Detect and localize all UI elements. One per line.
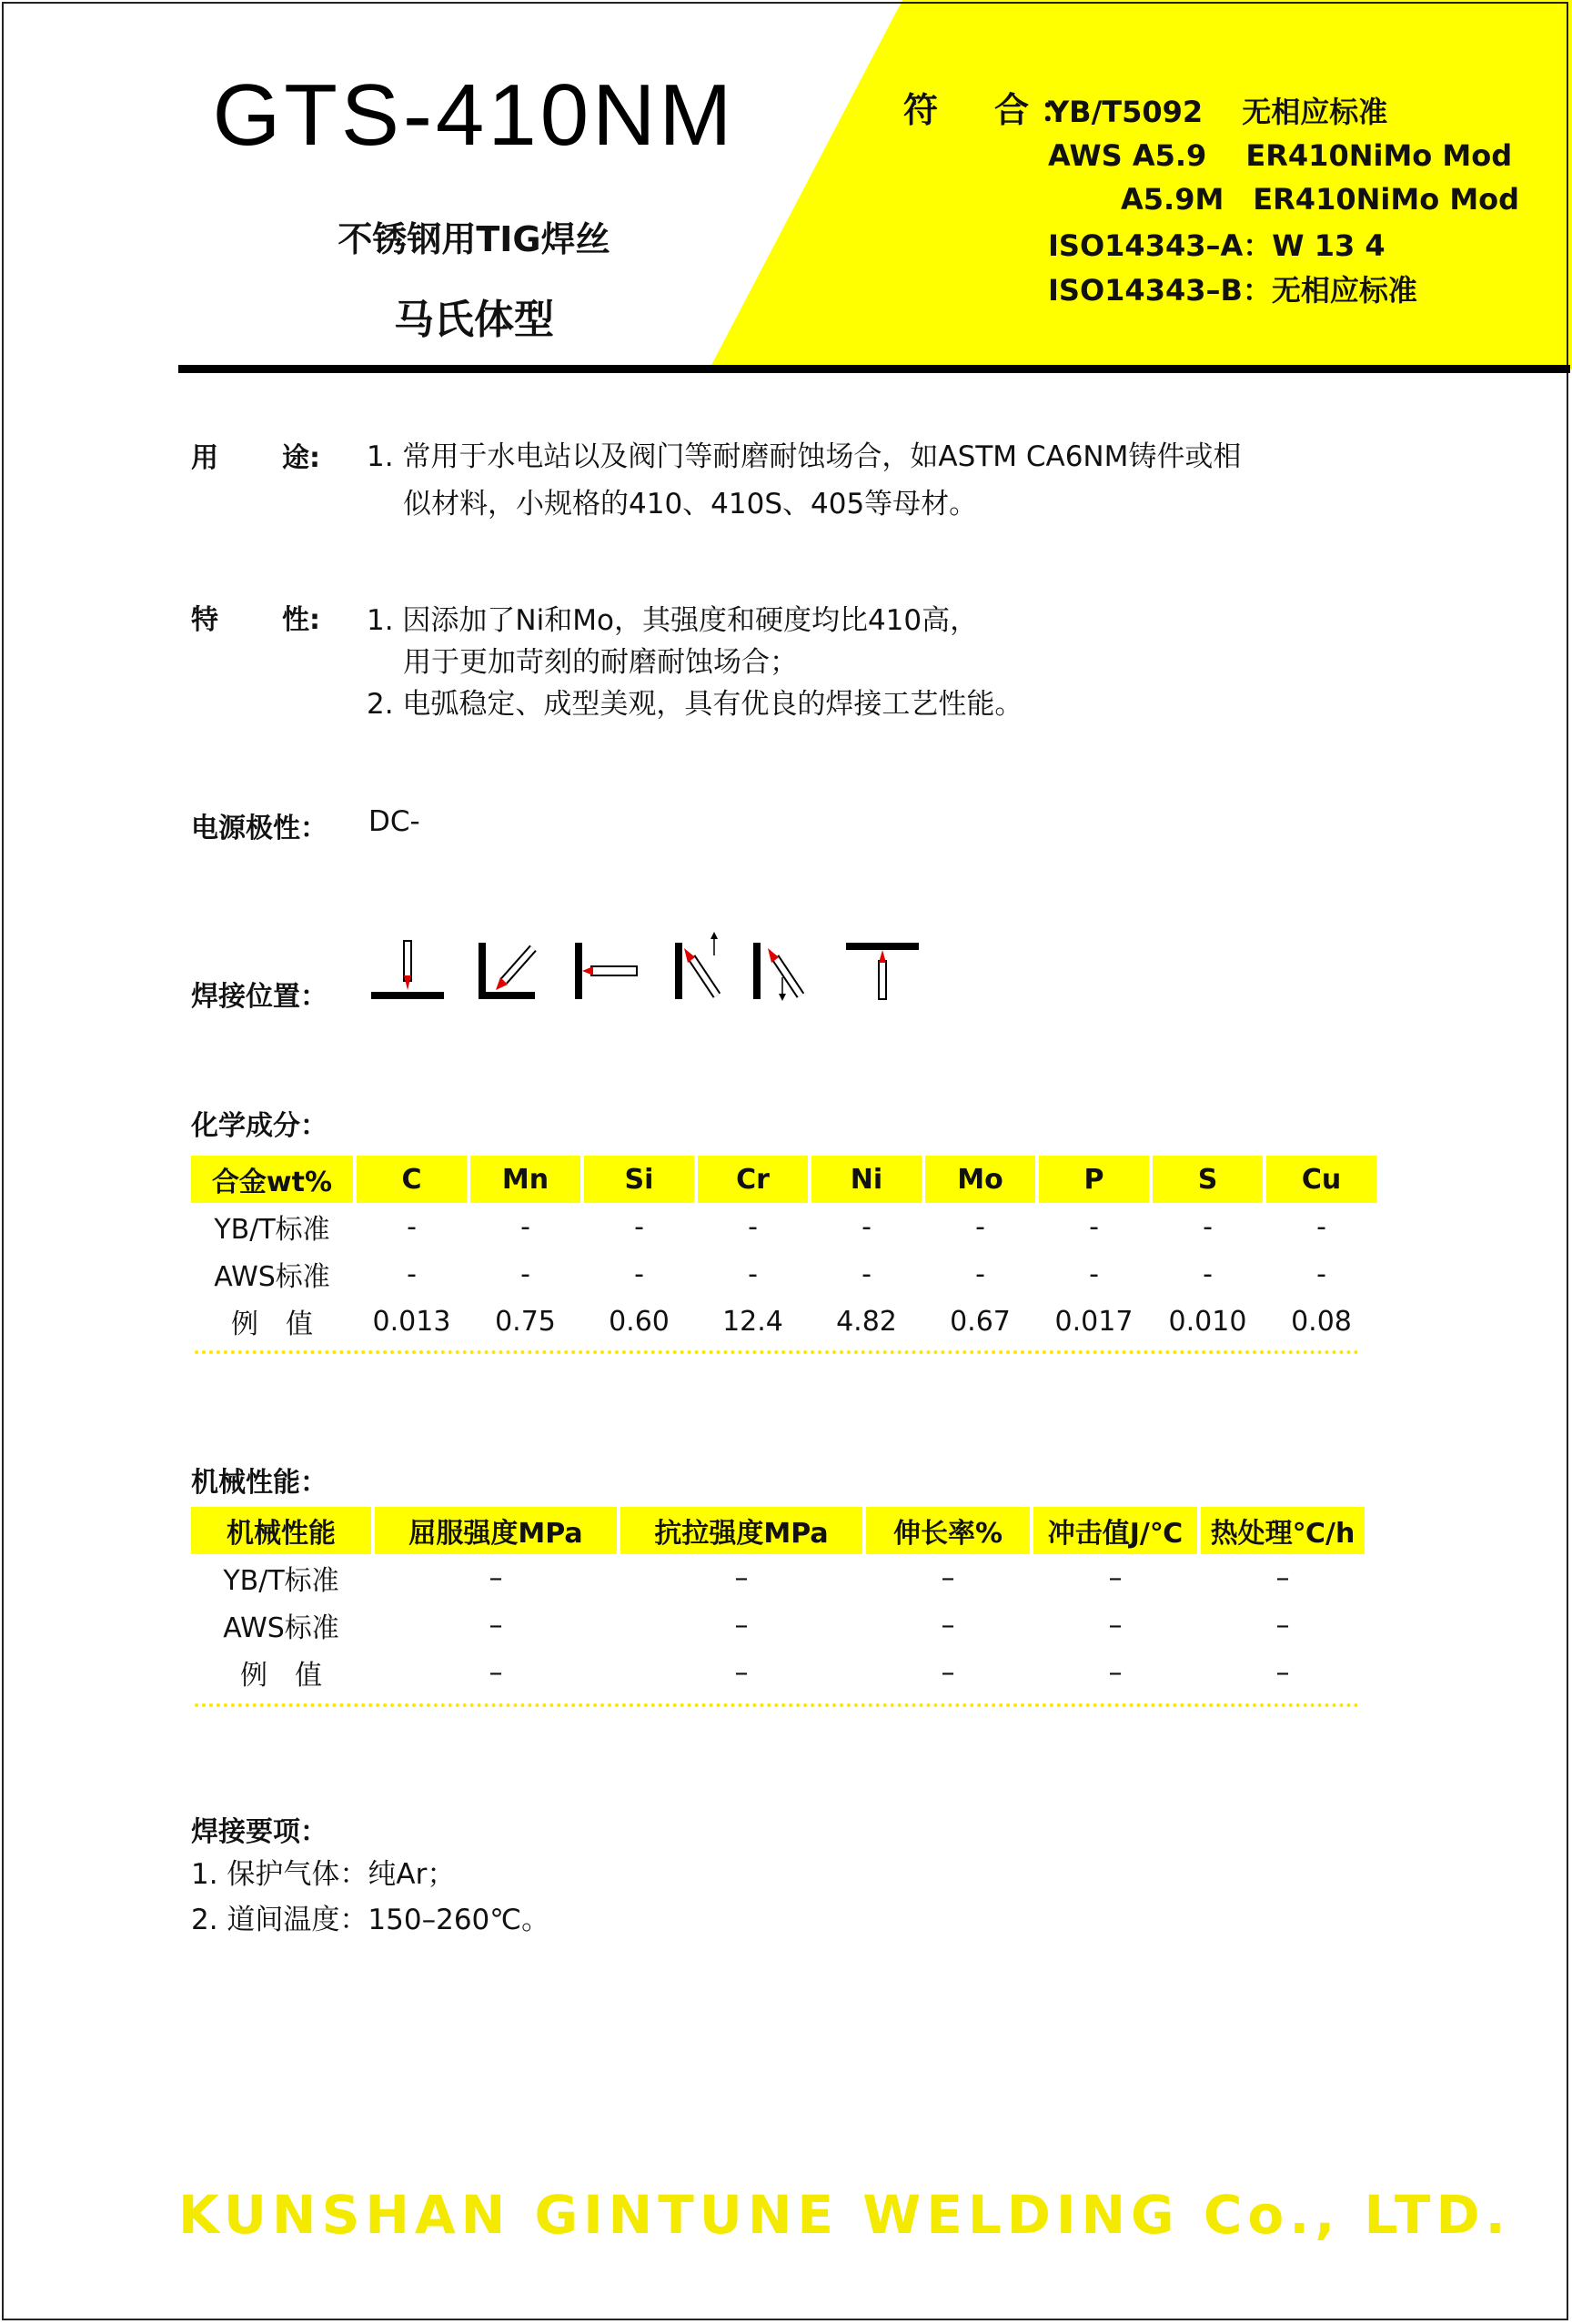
welding-note-item: 2. 道间温度：150–260℃。 — [191, 1904, 550, 1936]
horizontal-fillet-position-icon — [479, 943, 535, 999]
table-row — [191, 1250, 1376, 1298]
table-header-cell: Ni — [811, 1156, 922, 1203]
table-cell: 0.08 — [1291, 1305, 1352, 1338]
table-row — [191, 1602, 1365, 1649]
table-cell: - — [975, 1258, 985, 1290]
table-cell: - — [748, 1258, 758, 1290]
table-cell: - — [634, 1258, 644, 1290]
table-row — [191, 1298, 1376, 1345]
table-header-cell: P — [1039, 1156, 1149, 1203]
table-cell: – — [1108, 1609, 1123, 1642]
standard-line: ISO14343–A：W 13 4 — [1048, 228, 1386, 263]
table-header-cell: 冲击值J/℃ — [1033, 1507, 1197, 1554]
welding-note-item: 1. 保护气体：纯Ar； — [191, 1858, 456, 1891]
table-header-cell: 屈服强度MPa — [375, 1507, 617, 1554]
header-divider — [178, 365, 1570, 373]
polarity-value: DC- — [368, 805, 420, 838]
table-cell: – — [489, 1609, 503, 1642]
table-cell: - — [1089, 1258, 1099, 1290]
product-model: GTS-410NM — [212, 66, 736, 164]
table-cell: 4.82 — [836, 1305, 897, 1338]
table-cell: – — [1108, 1656, 1123, 1689]
standards-label: 符 合： — [903, 90, 1086, 130]
table-cell: - — [520, 1258, 530, 1290]
product-category: 马氏体型 — [394, 297, 554, 343]
table-cell: - — [1203, 1210, 1213, 1243]
table-cell: - — [634, 1210, 644, 1243]
mechanical-title: 机械性能： — [191, 1467, 328, 1499]
table-row — [191, 1554, 1365, 1602]
flat-position-icon — [371, 941, 444, 999]
table-header-row — [191, 1156, 1376, 1203]
features-line: 用于更加苛刻的耐磨耐蚀场合； — [403, 646, 798, 679]
table-cell: – — [1108, 1561, 1123, 1594]
table-cell: 例 值 — [240, 1660, 322, 1692]
table-cell: 0.017 — [1054, 1305, 1134, 1338]
table-cell: - — [748, 1210, 758, 1243]
table-cell: 例 值 — [231, 1309, 313, 1340]
chemistry-table — [187, 1156, 1380, 1345]
table-cell: – — [734, 1656, 749, 1689]
positions-label: 焊接位置： — [191, 981, 328, 1013]
table-cell: YB/T标准 — [214, 1214, 330, 1246]
table-cell: – — [734, 1561, 749, 1594]
table-cell: – — [489, 1561, 503, 1594]
table-cell: 12.4 — [722, 1305, 783, 1338]
product-type: 不锈钢用TIG焊丝 — [338, 219, 610, 259]
table-cell: - — [1089, 1210, 1099, 1243]
table-cell: – — [941, 1561, 955, 1594]
table-cell: 0.013 — [372, 1305, 451, 1338]
table-cell: - — [1203, 1258, 1213, 1290]
polarity-label: 电源极性： — [191, 813, 328, 844]
features-line: 1. 因添加了Ni和Mo，其强度和硬度均比410高， — [367, 604, 979, 637]
table-cell: - — [1316, 1258, 1326, 1290]
table-row — [191, 1649, 1365, 1696]
table-header-cell: C — [357, 1156, 467, 1203]
welding-position-icons — [364, 930, 928, 1003]
usage-line: 似材料，小规格的410、410S、405等母材。 — [403, 488, 978, 520]
table-header-cell: 热处理℃/h — [1201, 1507, 1365, 1554]
table-header-cell: 抗拉强度MPa — [620, 1507, 862, 1554]
standard-line: A5.9M ER410NiMo Mod — [1121, 182, 1520, 217]
table-header-cell: Si — [584, 1156, 694, 1203]
table-cell: – — [489, 1656, 503, 1689]
features-line: 2. 电弧稳定、成型美观，具有优良的焊接工艺性能。 — [367, 688, 1023, 721]
table-cell: 0.010 — [1168, 1305, 1247, 1338]
table-cell: - — [975, 1210, 985, 1243]
table-cell: - — [407, 1258, 417, 1290]
company-name: KUNSHAN GINTUNE WELDING Co., LTD. — [178, 2184, 1511, 2246]
welding-notes-title: 焊接要项： — [191, 1816, 328, 1848]
usage-line: 1. 常用于水电站以及阀门等耐磨耐蚀场合，如ASTM CA6NM铸件或相 — [367, 440, 1242, 473]
table-dotted-divider — [195, 1703, 1359, 1707]
table-header-row — [191, 1507, 1365, 1554]
table-header-cell: Mn — [470, 1156, 580, 1203]
table-cell: - — [520, 1210, 530, 1243]
horizontal-position-icon — [575, 943, 637, 999]
vertical-up-position-icon — [675, 932, 718, 999]
table-header-cell: S — [1153, 1156, 1263, 1203]
table-header-cell: Cu — [1266, 1156, 1376, 1203]
table-cell: - — [862, 1258, 872, 1290]
table-cell: – — [941, 1609, 955, 1642]
table-cell: YB/T标准 — [223, 1565, 339, 1597]
standard-line: YB/T5092 无相应标准 — [1048, 95, 1388, 129]
mechanical-table — [187, 1507, 1368, 1696]
table-dotted-divider — [195, 1350, 1359, 1354]
table-cell: – — [1275, 1561, 1290, 1594]
table-header-cell: Mo — [925, 1156, 1035, 1203]
table-header-cell: 伸长率% — [866, 1507, 1030, 1554]
table-header-cell: 合金wt% — [191, 1156, 353, 1203]
table-cell: 0.75 — [495, 1305, 556, 1338]
table-header-cell: 机械性能 — [191, 1507, 371, 1554]
table-cell: AWS标准 — [214, 1261, 330, 1293]
table-cell: 0.67 — [950, 1305, 1011, 1338]
vertical-down-position-icon — [753, 943, 801, 1001]
features-label: 特 性: — [191, 604, 320, 636]
table-cell: – — [1275, 1609, 1290, 1642]
usage-label: 用 途: — [191, 442, 320, 474]
table-cell: – — [1275, 1656, 1290, 1689]
chemistry-title: 化学成分： — [191, 1110, 328, 1142]
table-cell: - — [862, 1210, 872, 1243]
table-row — [191, 1203, 1376, 1250]
standard-line: ISO14343–B：无相应标准 — [1048, 273, 1417, 308]
table-cell: – — [734, 1609, 749, 1642]
table-cell: AWS标准 — [223, 1612, 339, 1644]
table-header-cell: Cr — [698, 1156, 808, 1203]
overhead-position-icon — [846, 943, 919, 999]
table-cell: – — [941, 1656, 955, 1689]
table-cell: - — [407, 1210, 417, 1243]
table-cell: 0.60 — [609, 1305, 670, 1338]
standard-line: AWS A5.9 ER410NiMo Mod — [1048, 138, 1513, 173]
table-cell: - — [1316, 1210, 1326, 1243]
